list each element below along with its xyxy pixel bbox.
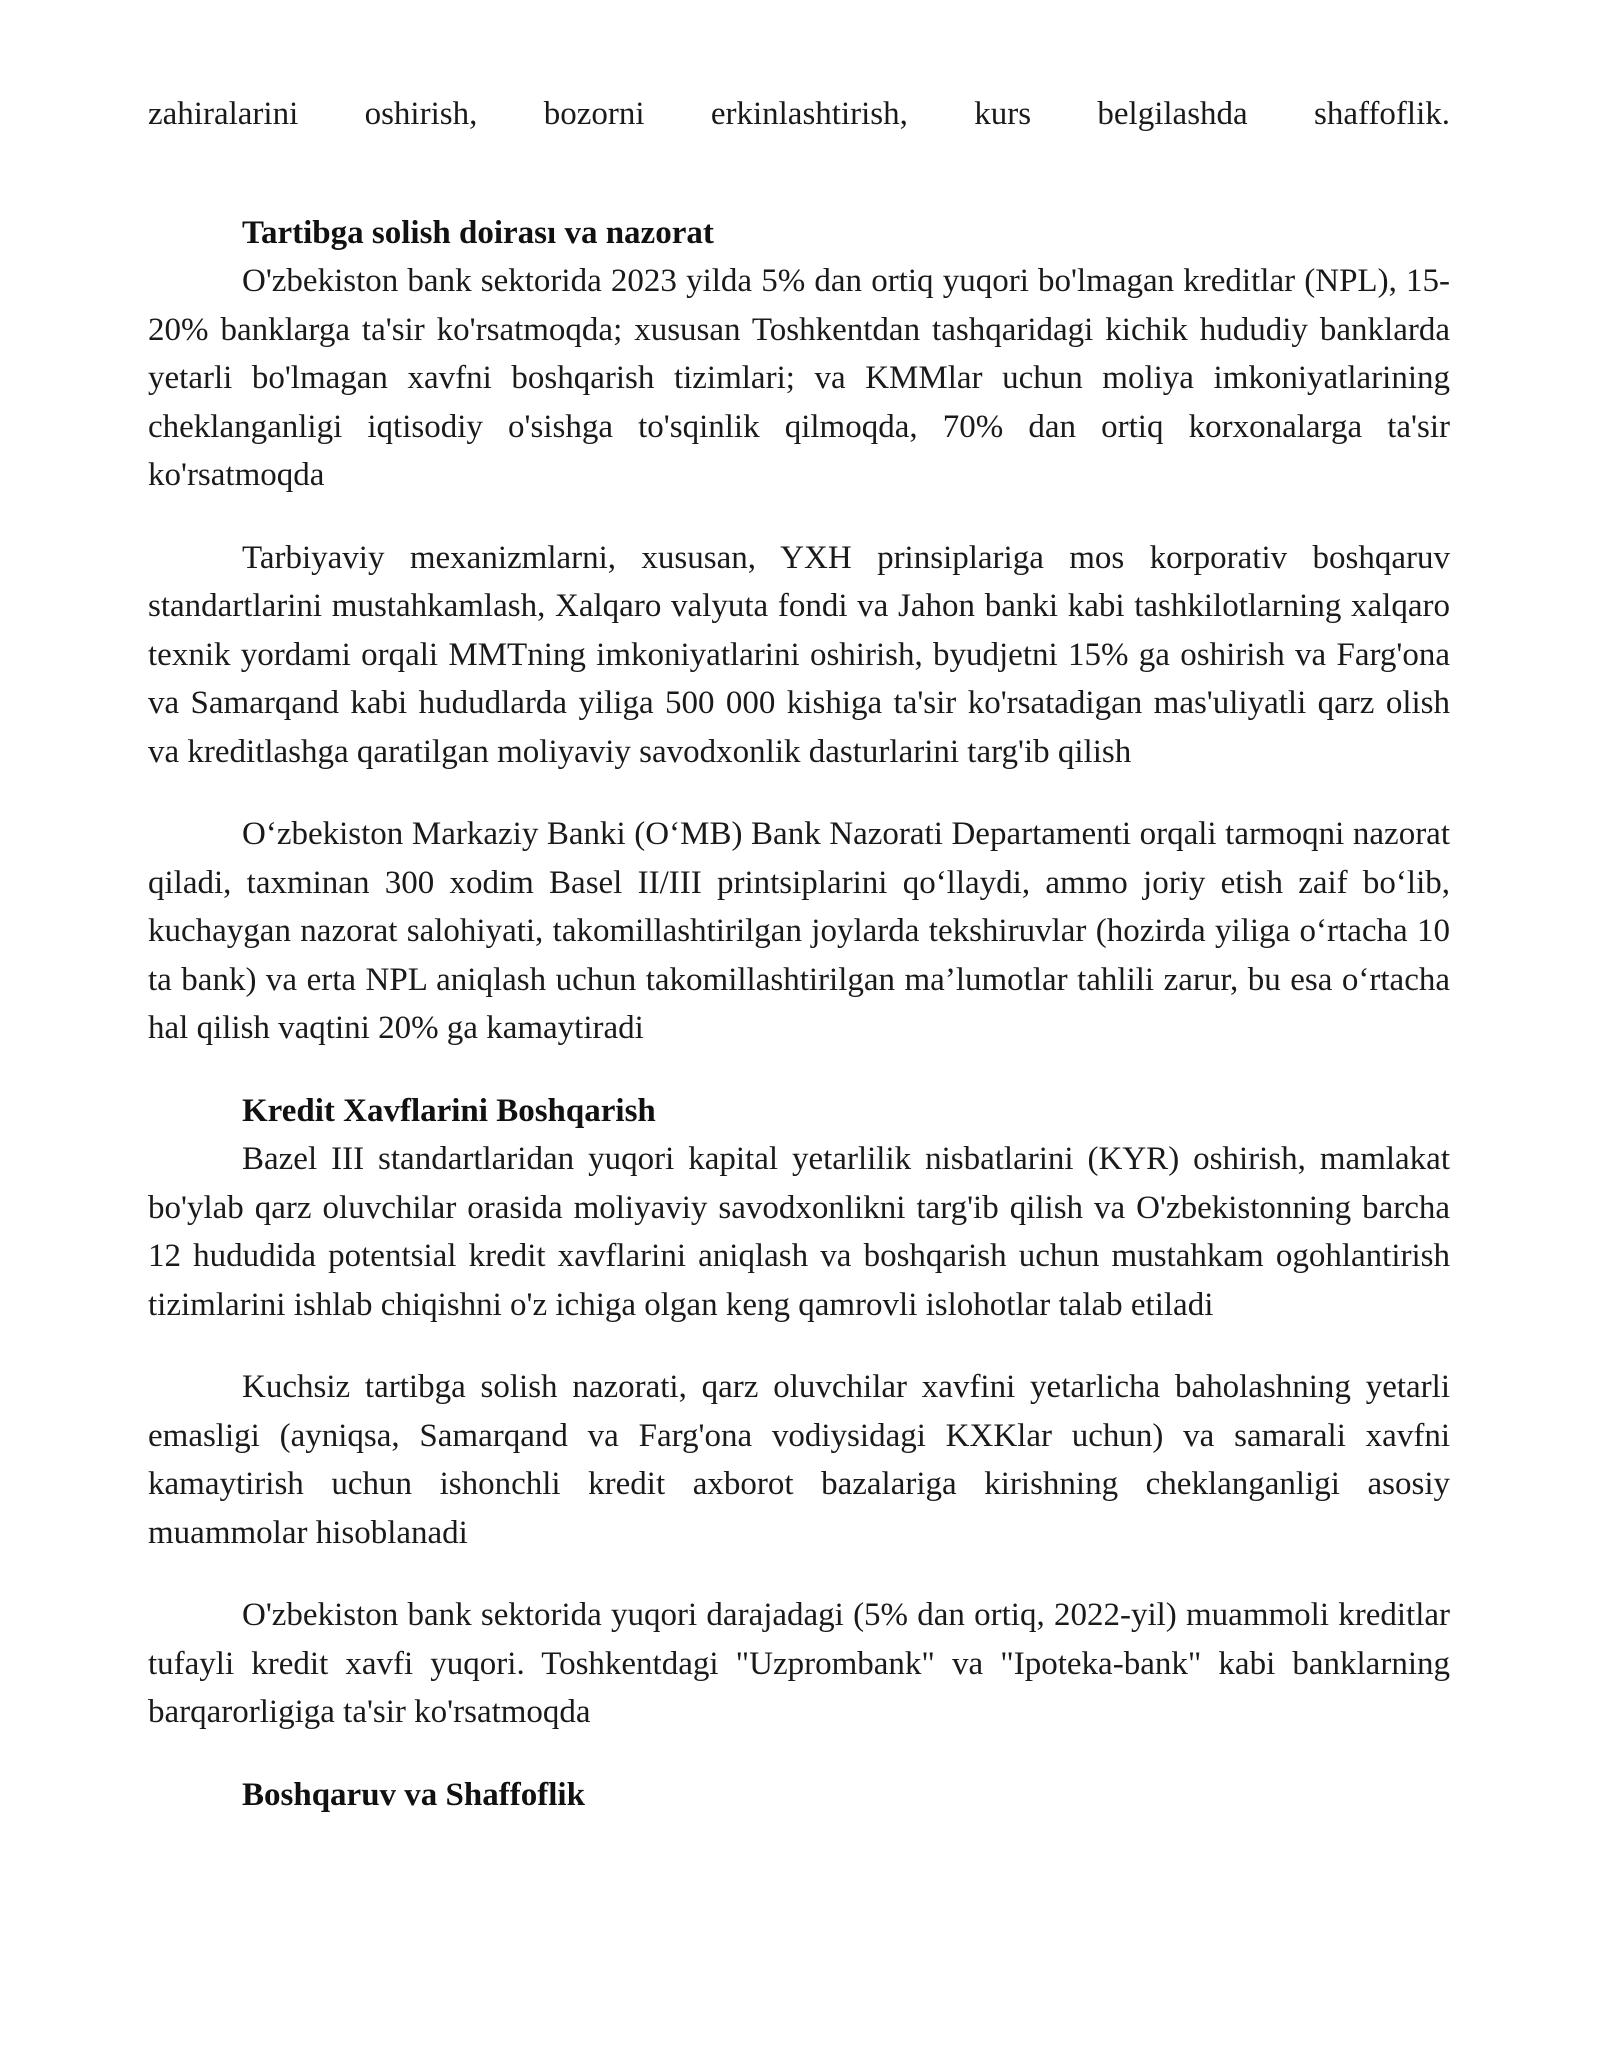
- paragraph-continuation: zahiralarini oshirish, bozorni erkinlashtirish, kurs belgilashda shaffoflik.: [148, 96, 1450, 132]
- spacer: [148, 1737, 1450, 1771]
- paragraph-npl: O'zbekiston bank sektorida 2023 yilda 5% dan ortiq yuqori bo'lmagan kreditlar (NPL), 15-20% banklarga ta'sir ko'rsatmoqda; xususan Toshkentdan tashqaridagi kichik hududiy banklarda yetarli bo'lmagan xavfni boshqarish tizimlari; va KMMlar uchun moliya imkoniyatlarining cheklanganligi iqtisodiy o'sishga to'sqinlik qilmoqda, 70% dan ortiq korxonalarga ta'sir ko'rsatmoqda: [148, 263, 1450, 493]
- paragraph-central-bank: O‘zbekiston Markaziy Banki (O‘MB) Bank Nazorati Departamenti orqali tarmoqni nazorat qiladi, taxminan 300 xodim Basel II/III printsiplarini qo‘llaydi, ammo joriy etish zaif bo‘lib, kuchaygan nazorat salohiyati, takomillashtirilgan joylarda tekshiruvlar (hozirda yiliga o‘rtacha 10 ta bank) va erta NPL aniqlash uchun takomillashtirilgan ma’lumotlar tahlili zarur, bu esa o‘rtacha hal qilish vaqtini 20% ga kamaytiradi: [148, 816, 1450, 1046]
- paragraph-basel-reforms: Bazel III standartlaridan yuqori kapital yetarlilik nisbatlarini (KYR) oshirish, mamlakat bo'ylab qarz oluvchilar orasida moliyaviy savodxonlikni targ'ib qilish va O'zbekistonning barcha 12 hududida potentsial kredit xavflarini aniqlash va boshqarish uchun mustahkam ogohlantirish tizimlarini ishlab chiqishni o'z ichiga olgan keng qamrovli islohotlar talab etiladi: [148, 1141, 1450, 1323]
- spacer: [148, 500, 1450, 534]
- paragraph-governance-mechanisms: Tarbiyaviy mexanizmlarni, xususan, YXH prinsiplariga mos korporativ boshqaruv standartlarini mustahkamlash, Xalqaro valyuta fondi va Jahon banki kabi tashkilotlarning xalqaro texnik yordami orqali MMTning imkoniyatlarini oshirish, byudjetni 15% ga oshirish va Farg'ona va Samarqand kabi hududlarda yiliga 500 000 kishiga ta'sir ko'rsatadigan mas'uliyatli qarz olish va kreditlashga qaratilgan moliyaviy savodxonlik dasturlarini targ'ib qilish: [148, 539, 1450, 770]
- paragraph-problem-loans: O'zbekiston bank sektorida yuqori darajadagi (5% dan ortiq, 2022-yil) muammoli kreditlar tufayli kredit xavfi yuqori. Toshkentdagi "Uzprombank" va "Ipoteka-bank" kabi banklarning barqarorligiga ta'sir ko'rsatmoqda: [148, 1597, 1450, 1730]
- document-page: [148, 90, 1450, 1819]
- paragraph-weak-supervision: Kuchsiz tartibga solish nazorati, qarz oluvchilar xavfini yetarlicha baholashning yetarli emasligi (ayniqsa, Samarqand va Farg'ona vodiysidagi KXKlar uchun) va samarali xavfni kamaytirish uchun ishonchli kredit axborot bazalariga kirishning cheklanganligi asosiy muammolar hisoblanadi: [148, 1369, 1450, 1551]
- spacer: [148, 139, 1450, 209]
- section-heading-credit-risk: Kredit Xavflarini Boshqarish: [242, 1092, 656, 1129]
- spacer: [148, 1053, 1450, 1087]
- section-heading-regulation: Tartibga solish doirası va nazorat: [242, 214, 714, 251]
- spacer: [148, 1329, 1450, 1363]
- spacer: [148, 1557, 1450, 1591]
- spacer: [148, 776, 1450, 810]
- section-heading-transparency: Boshqaruv va Shaffoflik: [242, 1776, 585, 1813]
